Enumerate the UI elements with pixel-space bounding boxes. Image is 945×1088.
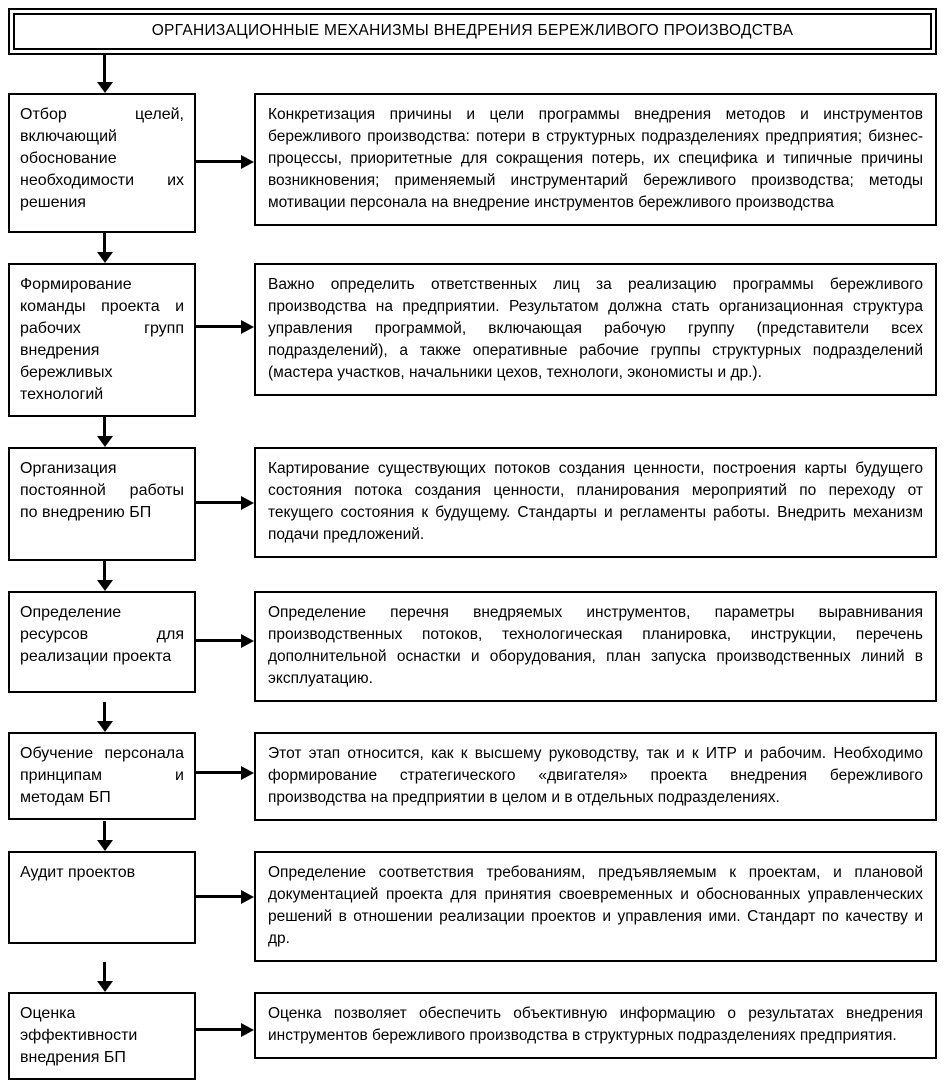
description-text: Конкретизация причины и цели программы внедрения методов и инструментов бережливого производства: потери в структурных подразделениях предприятия; бизнес-процессы, приоритетные для сокращения потерь, их специфика и типичные причины возникновения; применяемый инструментарий бережливого производства; методы мотивации персонала на внедрение инструментов бережливого производства [268, 106, 923, 211]
arrow-down-icon [8, 233, 937, 263]
flow-row [8, 732, 937, 821]
description-box [254, 93, 937, 226]
stage-label: Обучение персонала принципам и методам БП [20, 745, 184, 806]
description-box [254, 851, 937, 962]
description-box [254, 591, 937, 702]
stage-box [8, 732, 196, 820]
description-box [254, 447, 937, 558]
arrow-right-icon [196, 160, 241, 163]
arrow-down-icon [8, 962, 937, 992]
arrow-right-icon [196, 895, 241, 898]
title-box [8, 8, 937, 55]
flow-row [8, 992, 937, 1080]
stage-box [8, 851, 196, 944]
flow-row [8, 447, 937, 561]
flow-row [8, 851, 937, 962]
flowchart-page [8, 8, 937, 1080]
arrow-right-icon [196, 639, 241, 642]
description-box [254, 263, 937, 396]
arrow-down-icon [8, 55, 937, 93]
arrow-down-icon [8, 561, 937, 591]
arrow-gap [196, 93, 254, 233]
page-title: ОРГАНИЗАЦИОННЫЕ МЕХАНИЗМЫ ВНЕДРЕНИЯ БЕРЕЖЛИВОГО ПРОИЗВОДСТВА [13, 13, 932, 50]
arrow-down-icon [8, 417, 937, 447]
description-text: Определение перечня внедряемых инструментов, параметры выравнивания производственных потоков, технологическая планировка, инструкции, перечень дополнительной оснастки и оборудования, план запуска производственных линий в эксплуатацию. [268, 604, 923, 687]
stage-label: Отбор целей, включающий обоснование необходимости их решения [20, 106, 184, 211]
arrow-gap [196, 732, 254, 821]
stage-box [8, 447, 196, 561]
stage-label: Оценка эффективности внедрения БП [20, 1005, 138, 1066]
stage-box [8, 591, 196, 693]
flow-row [8, 93, 937, 233]
description-text: Оценка позволяет обеспечить объективную информацию о результатах внедрения инструментов бережливого производства в структурных подразделениях предприятия. [268, 1005, 923, 1044]
stage-box [8, 992, 196, 1080]
arrow-gap [196, 591, 254, 702]
arrow-gap [196, 851, 254, 962]
arrow-right-icon [196, 771, 241, 774]
stage-box [8, 93, 196, 233]
stage-label: Формирование команды проекта и рабочих групп внедрения бережливых технологий [20, 276, 184, 403]
stage-label: Организация постоянной работы по внедрению БП [20, 460, 184, 521]
arrow-right-icon [196, 501, 241, 504]
flow-row [8, 263, 937, 417]
stage-box [8, 263, 196, 417]
description-text: Определение соответствия требованиям, предъявляемым к проектам, и плановой документацией проекта для принятия своевременных и обоснованных управленческих решений в отношении реализации проектов и управления ими. Стандарт по качеству и др. [268, 864, 923, 947]
stage-label: Аудит проектов [20, 864, 136, 881]
description-text: Этот этап относится, как к высшему руководству, так и к ИТР и рабочим. Необходимо формирование стратегического «двигателя» проекта внедрения бережливого производства на предприятии в целом и в отдельных подразделениях. [268, 745, 923, 806]
stage-label: Определение ресурсов для реализации проекта [20, 604, 184, 665]
arrow-gap [196, 263, 254, 417]
description-text: Важно определить ответственных лиц за реализацию программы бережливого производства на предприятии. Результатом должна стать организационная структура управления программой, включающая рабочую группу (представители всех подразделений), а также оперативные рабочие группы структурных подразделений (мастера участков, начальники цехов, технологи, экономисты и др.). [268, 276, 923, 381]
arrow-down-icon [8, 702, 937, 732]
arrow-gap [196, 447, 254, 561]
description-box [254, 732, 937, 821]
description-text: Картирование существующих потоков создания ценности, построения карты будущего состояния потока создания ценности, планирования мероприятий по переходу от текущего состояния к будущему. Стандарты и регламенты работы. Внедрить механизм подачи предложений. [268, 460, 923, 543]
description-box [254, 992, 937, 1059]
flow-row [8, 591, 937, 702]
arrow-gap [196, 992, 254, 1080]
arrow-right-icon [196, 325, 241, 328]
arrow-down-icon [8, 821, 937, 851]
arrow-right-icon [196, 1028, 241, 1031]
